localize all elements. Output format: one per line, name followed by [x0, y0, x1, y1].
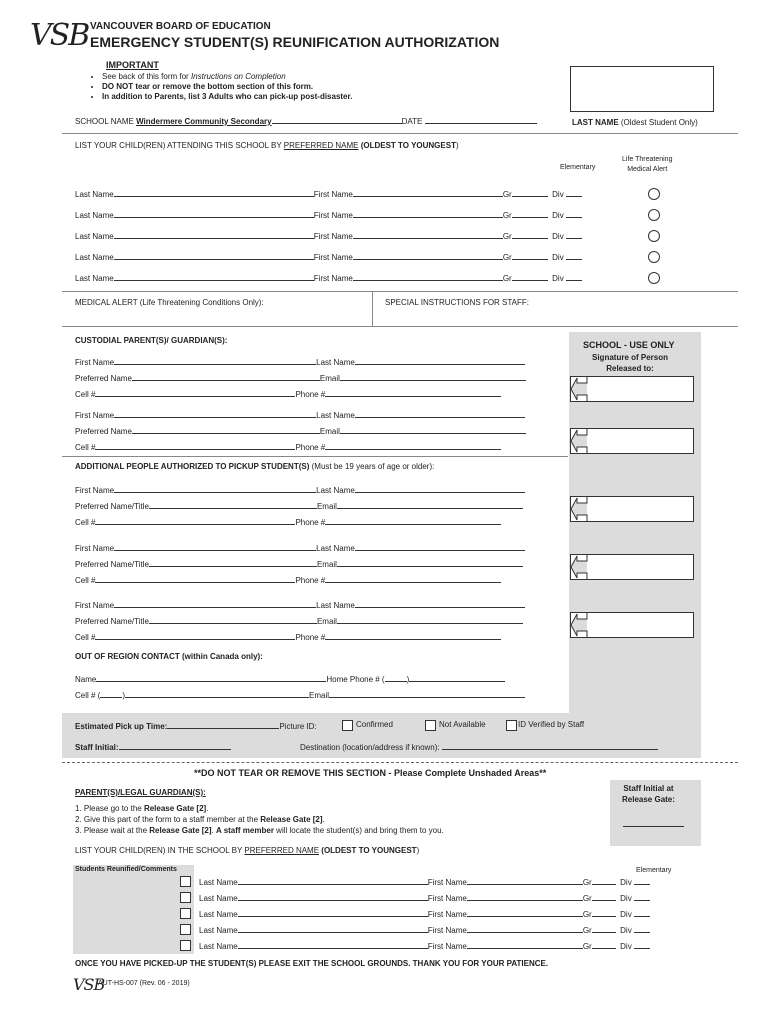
- medical-alert-label: MEDICAL ALERT (Life Threatening Conditions Only):: [75, 298, 264, 307]
- child-div-field[interactable]: [566, 188, 582, 197]
- school-name-label: SCHOOL NAME: [75, 117, 134, 126]
- additional-heading: ADDITIONAL PEOPLE AUTHORIZED TO PICKUP STUDENT(S) (Must be 19 years of age or older):: [75, 462, 435, 471]
- child-last-name-field[interactable]: [114, 209, 314, 218]
- release-signature-box[interactable]: [570, 376, 694, 402]
- medical-alert-radio[interactable]: [648, 272, 660, 284]
- contact-field-left[interactable]: [149, 500, 317, 509]
- bottom-child-row: Last Name First Name Gr Div: [199, 876, 650, 887]
- school-use-signature: Signature of Person Released to:: [592, 353, 669, 373]
- closing-message: ONCE YOU HAVE PICKED-UP THE STUDENT(S) PLEASE EXIT THE SCHOOL GROUNDS. THANK YOU FOR YOUR PATIENCE.: [75, 959, 549, 968]
- oor-email-field[interactable]: [329, 689, 525, 698]
- release-signature-box[interactable]: [570, 554, 694, 580]
- bottom-grade-field[interactable]: [592, 876, 616, 885]
- important-label: IMPORTANT: [106, 60, 159, 70]
- school-name-value[interactable]: Windermere Community Secondary: [136, 117, 272, 126]
- org-name: VANCOUVER BOARD OF EDUCATION: [90, 21, 271, 32]
- child-div-field[interactable]: [566, 251, 582, 260]
- release-signature-box[interactable]: [570, 428, 694, 454]
- not-available-checkbox[interactable]: [425, 720, 436, 731]
- contact-field-left[interactable]: [95, 516, 295, 525]
- medical-alert-radio[interactable]: [648, 188, 660, 200]
- bottom-grade-field[interactable]: [592, 908, 616, 917]
- custodial-heading: CUSTODIAL PARENT(S)/ GUARDIAN(S):: [75, 336, 228, 345]
- contact-row: Cell # Phone #: [75, 441, 501, 452]
- destination-field[interactable]: [442, 741, 658, 750]
- vsb-logo-small: VSB: [73, 975, 105, 994]
- child-row: Last Name First Name Gr Div: [75, 230, 582, 241]
- contact-row: Cell # Phone #: [75, 388, 501, 399]
- destination-row: Destination (location/address if known):: [300, 741, 658, 752]
- staff-initial-field[interactable]: [119, 741, 231, 750]
- oor-name-row: Name Home Phone # ( ): [75, 673, 505, 684]
- child-grade-field[interactable]: [512, 230, 548, 239]
- bottom-first-name-field[interactable]: [467, 876, 583, 885]
- bottom-last-name-field[interactable]: [238, 924, 428, 933]
- step-3: 3. Please wait at the Release Gate [2]. A staff member will locate the student(s) and bring them to you.: [75, 826, 444, 835]
- reunified-panel: [73, 865, 194, 954]
- contact-field-left[interactable]: [114, 409, 316, 418]
- child-div-field[interactable]: [566, 230, 582, 239]
- contact-field-right[interactable]: [340, 372, 526, 381]
- medical-alert-radio[interactable]: [648, 230, 660, 242]
- contact-row: First Name Last Name: [75, 599, 525, 610]
- child-row: Last Name First Name Gr Div: [75, 209, 582, 220]
- child-first-name-field[interactable]: [353, 188, 503, 197]
- pickup-row-1: Estimated Pick up Time: Picture ID:: [75, 722, 317, 731]
- reunified-checkbox[interactable]: [180, 876, 191, 887]
- oor-home-phone[interactable]: [409, 673, 505, 682]
- bottom-child-row: Last Name First Name Gr Div: [199, 924, 650, 935]
- contact-row: Preferred Name/Title Email: [75, 558, 523, 569]
- id-verified-label: ID Verified by Staff: [518, 720, 585, 729]
- bottom-first-name-field[interactable]: [467, 940, 583, 949]
- bottom-last-name-field[interactable]: [238, 940, 428, 949]
- medical-alert-radio[interactable]: [648, 209, 660, 221]
- contact-row: Cell # Phone #: [75, 631, 501, 642]
- child-first-name-field[interactable]: [353, 209, 503, 218]
- child-div-field[interactable]: [566, 209, 582, 218]
- reunified-heading: Students Reunified/Comments: [75, 866, 177, 873]
- contact-row: First Name Last Name: [75, 409, 525, 420]
- oor-name-field[interactable]: [96, 673, 326, 682]
- contact-field-left[interactable]: [132, 425, 320, 434]
- contact-field-right[interactable]: [355, 542, 525, 551]
- parents-heading: PARENT(S)/LEGAL GUARDIAN(S):: [75, 788, 206, 797]
- child-last-name-field[interactable]: [114, 272, 314, 281]
- medical-alert-radio[interactable]: [648, 251, 660, 263]
- release-signature-box[interactable]: [570, 612, 694, 638]
- child-first-name-field[interactable]: [353, 272, 503, 281]
- contact-field-left[interactable]: [114, 356, 316, 365]
- reunified-checkbox[interactable]: [180, 892, 191, 903]
- contact-field-right[interactable]: [325, 574, 501, 583]
- child-grade-field[interactable]: [512, 251, 548, 260]
- bottom-last-name-field[interactable]: [238, 908, 428, 917]
- child-last-name-field[interactable]: [114, 188, 314, 197]
- oor-cell-field[interactable]: [125, 689, 309, 698]
- contact-row: First Name Last Name: [75, 484, 525, 495]
- contact-field-left[interactable]: [95, 574, 295, 583]
- bottom-first-name-field[interactable]: [467, 908, 583, 917]
- bullet-three-adults: • In addition to Parents, list 3 Adults who can pick-up post-disaster.: [102, 92, 352, 102]
- bottom-child-row: Last Name First Name Gr Div: [199, 892, 650, 903]
- contact-field-left[interactable]: [114, 484, 316, 493]
- est-time-field[interactable]: [167, 720, 279, 729]
- contact-field-right[interactable]: [337, 615, 523, 624]
- bottom-last-name-field[interactable]: [238, 892, 428, 901]
- contact-row: Preferred Name Email: [75, 372, 526, 383]
- school-use-title: SCHOOL - USE ONLY: [583, 340, 675, 350]
- school-name-row: [75, 115, 537, 126]
- child-first-name-field[interactable]: [353, 251, 503, 260]
- contact-field-right[interactable]: [355, 356, 525, 365]
- contact-field-left[interactable]: [149, 558, 317, 567]
- child-grade-field[interactable]: [512, 272, 548, 281]
- out-of-region-heading: OUT OF REGION CONTACT (within Canada only):: [75, 652, 263, 661]
- life-threat-heading: Life Threatening Medical Alert: [622, 156, 673, 173]
- bottom-first-name-field[interactable]: [467, 924, 583, 933]
- not-available-label: Not Available: [439, 720, 486, 729]
- contact-field-right[interactable]: [325, 631, 501, 640]
- child-last-name-field[interactable]: [114, 230, 314, 239]
- do-not-tear-banner: **DO NOT TEAR OR REMOVE THIS SECTION - Please Complete Unshaded Areas**: [194, 768, 547, 778]
- release-signature-box[interactable]: [570, 496, 694, 522]
- special-instructions-label: SPECIAL INSTRUCTIONS FOR STAFF:: [385, 298, 530, 307]
- step-1: 1. Please go to the Release Gate [2].: [75, 804, 209, 813]
- oor-home-area[interactable]: [385, 673, 407, 682]
- reunified-checkbox[interactable]: [180, 908, 191, 919]
- contact-field-right[interactable]: [355, 599, 525, 608]
- step-2: 2. Give this part of the form to a staff member at the Release Gate [2].: [75, 815, 325, 824]
- vsb-logo: VSB: [30, 18, 89, 53]
- contact-field-left[interactable]: [95, 388, 295, 397]
- id-verified-checkbox[interactable]: [506, 720, 517, 731]
- contact-row: Preferred Name/Title Email: [75, 615, 523, 626]
- child-div-field[interactable]: [566, 272, 582, 281]
- bottom-grade-field[interactable]: [592, 924, 616, 933]
- form-code: AUT-HS-007 (Rev. 06 - 2019): [98, 980, 190, 987]
- pickup-row-2: Staff Initial:: [75, 741, 231, 752]
- contact-field-left[interactable]: [114, 542, 316, 551]
- confirmed-label: Confirmed: [356, 720, 393, 729]
- staff-initial-gate: Staff Initial at Release Gate:: [622, 784, 675, 804]
- form-title: EMERGENCY STUDENT(S) REUNIFICATION AUTHORIZATION: [90, 34, 500, 50]
- bottom-div-field[interactable]: [634, 924, 650, 933]
- child-first-name-field[interactable]: [353, 230, 503, 239]
- contact-row: First Name Last Name: [75, 542, 525, 553]
- contact-field-left[interactable]: [95, 441, 295, 450]
- reunified-checkbox[interactable]: [180, 924, 191, 935]
- contact-field-left[interactable]: [149, 615, 317, 624]
- bottom-grade-field[interactable]: [592, 940, 616, 949]
- child-row: Last Name First Name Gr Div: [75, 251, 582, 262]
- oor-cell-area[interactable]: [100, 689, 122, 698]
- date-field[interactable]: [425, 115, 537, 124]
- child-grade-field[interactable]: [512, 188, 548, 197]
- reunified-checkbox[interactable]: [180, 940, 191, 951]
- contact-field-right[interactable]: [337, 558, 523, 567]
- bullet-do-not-tear: • DO NOT tear or remove the bottom section of this form.: [102, 82, 352, 92]
- bottom-child-row: Last Name First Name Gr Div: [199, 940, 650, 951]
- contact-field-right[interactable]: [325, 516, 501, 525]
- contact-row: Cell # Phone #: [75, 574, 501, 585]
- bottom-div-field[interactable]: [634, 940, 650, 949]
- bottom-last-name-field[interactable]: [238, 876, 428, 885]
- contact-row: Preferred Name Email: [75, 425, 526, 436]
- contact-field-right[interactable]: [337, 500, 523, 509]
- contact-field-left[interactable]: [132, 372, 320, 381]
- contact-field-left[interactable]: [95, 631, 295, 640]
- bottom-elementary: Elementary: [636, 867, 672, 874]
- bottom-list-intro: LIST YOUR CHILD(REN) IN THE SCHOOL BY PREFERRED NAME (OLDEST TO YOUNGEST): [75, 846, 420, 855]
- bullet-instructions: • See back of this form for Instructions on Completion: [102, 72, 352, 82]
- contact-field-right[interactable]: [355, 409, 525, 418]
- contact-field-right[interactable]: [325, 388, 501, 397]
- contact-field-right[interactable]: [340, 425, 526, 434]
- bottom-child-row: Last Name First Name Gr Div: [199, 908, 650, 919]
- child-row: Last Name First Name Gr Div: [75, 188, 582, 199]
- last-name-oldest: LAST NAME (Oldest Student Only): [572, 118, 698, 127]
- date-label: DATE: [401, 117, 423, 126]
- important-list: [90, 72, 352, 102]
- bottom-first-name-field[interactable]: [467, 892, 583, 901]
- contact-row: First Name Last Name: [75, 356, 525, 367]
- contact-field-right[interactable]: [355, 484, 525, 493]
- bottom-div-field[interactable]: [634, 908, 650, 917]
- child-row: Last Name First Name Gr Div: [75, 272, 582, 283]
- contact-row: Preferred Name/Title Email: [75, 500, 523, 511]
- contact-field-right[interactable]: [325, 441, 501, 450]
- contact-row: Cell # Phone #: [75, 516, 501, 527]
- oor-cell-row: Cell # ( ) Email: [75, 689, 525, 700]
- bottom-grade-field[interactable]: [592, 892, 616, 901]
- elementary-heading: Elementary: [560, 164, 596, 171]
- child-grade-field[interactable]: [512, 209, 548, 218]
- contact-field-left[interactable]: [114, 599, 316, 608]
- bottom-div-field[interactable]: [634, 876, 650, 885]
- lastname-box[interactable]: [570, 66, 714, 112]
- children-intro: LIST YOUR CHILD(REN) ATTENDING THIS SCHOOL BY PREFERRED NAME (OLDEST TO YOUNGEST): [75, 141, 459, 150]
- bottom-div-field[interactable]: [634, 892, 650, 901]
- staff-initial-gate-field[interactable]: [623, 826, 684, 827]
- child-last-name-field[interactable]: [114, 251, 314, 260]
- confirmed-checkbox[interactable]: [342, 720, 353, 731]
